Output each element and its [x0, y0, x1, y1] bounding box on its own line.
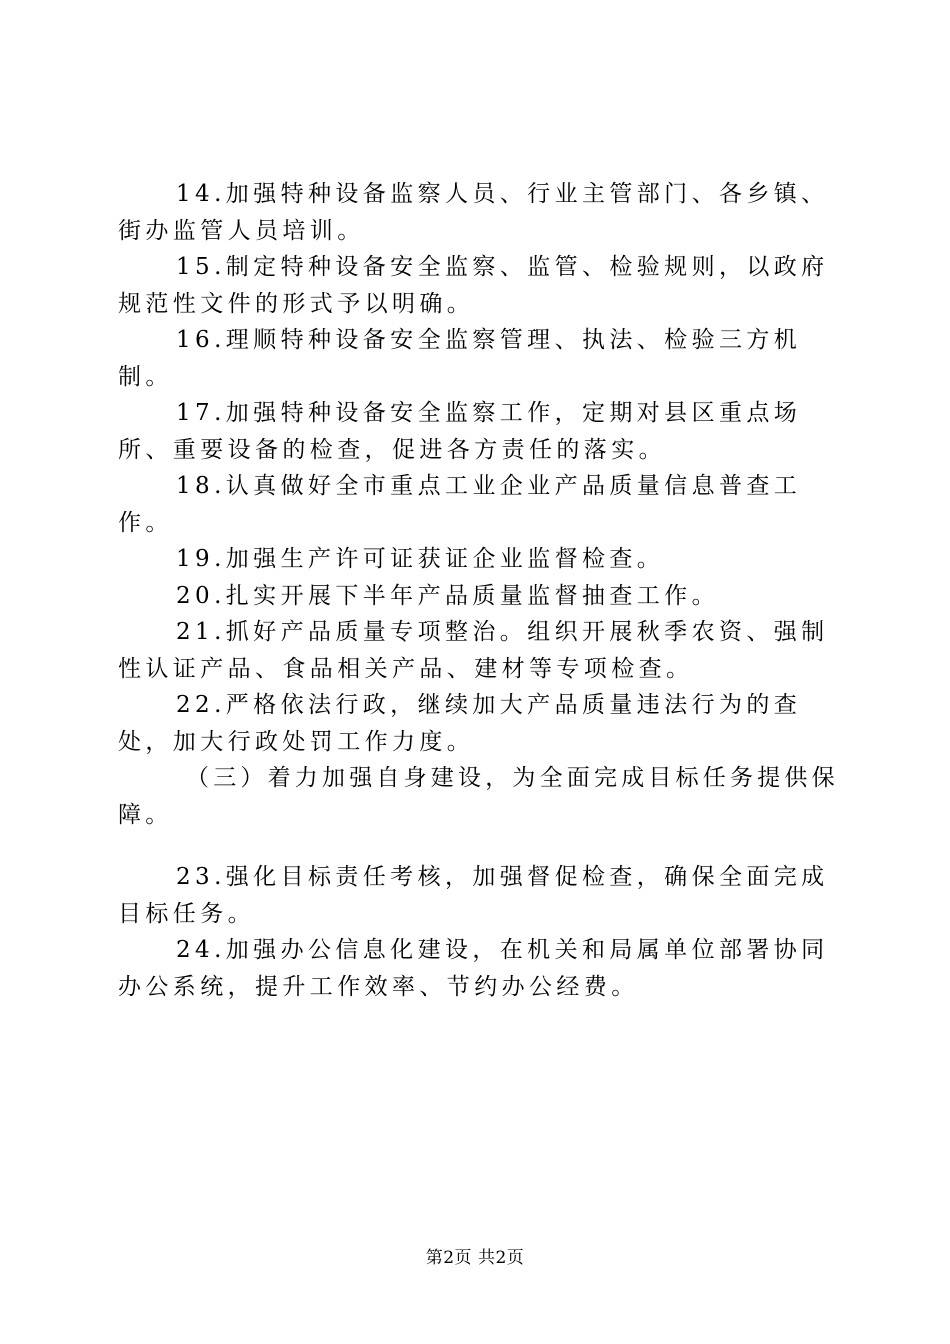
paragraph-item-15: 15.制定特种设备安全监察、监管、检验规则，以政府规范性文件的形式予以明确。: [118, 254, 829, 317]
paragraph-item-20: 20.扎实开展下半年产品质量监督抽查工作。: [176, 582, 719, 609]
document-body: [118, 176, 843, 1005]
paragraph-item-17: 17.加强特种设备安全监察工作，定期对县区重点场所、重要设备的检查，促进各方责任的落实。: [118, 400, 802, 463]
paragraph-item-22: 22.严格依法行政，继续加大产品质量违法行为的查处，加大行政处罚工作力度。: [118, 692, 802, 755]
paragraph-item-16: 16.理顺特种设备安全监察管理、执法、检验三方机制。: [118, 327, 802, 390]
section-heading-3: （三）着力加强自身建设，为全面完成目标任务提供保障。: [118, 765, 839, 828]
paragraph-item-14: 14.加强特种设备监察人员、行业主管部门、各乡镇、街办监管人员培训。: [118, 181, 829, 244]
paragraph-item-24: 24.加强办公信息化建设，在机关和局属单位部署协同办公系统，提升工作效率、节约办公经费。: [118, 937, 829, 1000]
paragraph-item-21: 21.抓好产品质量专项整治。组织开展秋季农资、强制性认证产品、食品相关产品、建材等专项检查。: [118, 619, 829, 682]
page-number-footer: 第2页 共2页: [425, 1248, 525, 1268]
paragraph-item-18: 18.认真做好全市重点工业企业产品质量信息普查工作。: [118, 473, 802, 536]
paragraph-item-23: 23.强化目标责任考核，加强督促检查，确保全面完成目标任务。: [118, 864, 829, 927]
paragraph-item-19: 19.加强生产许可证获证企业监督检查。: [176, 546, 665, 572]
